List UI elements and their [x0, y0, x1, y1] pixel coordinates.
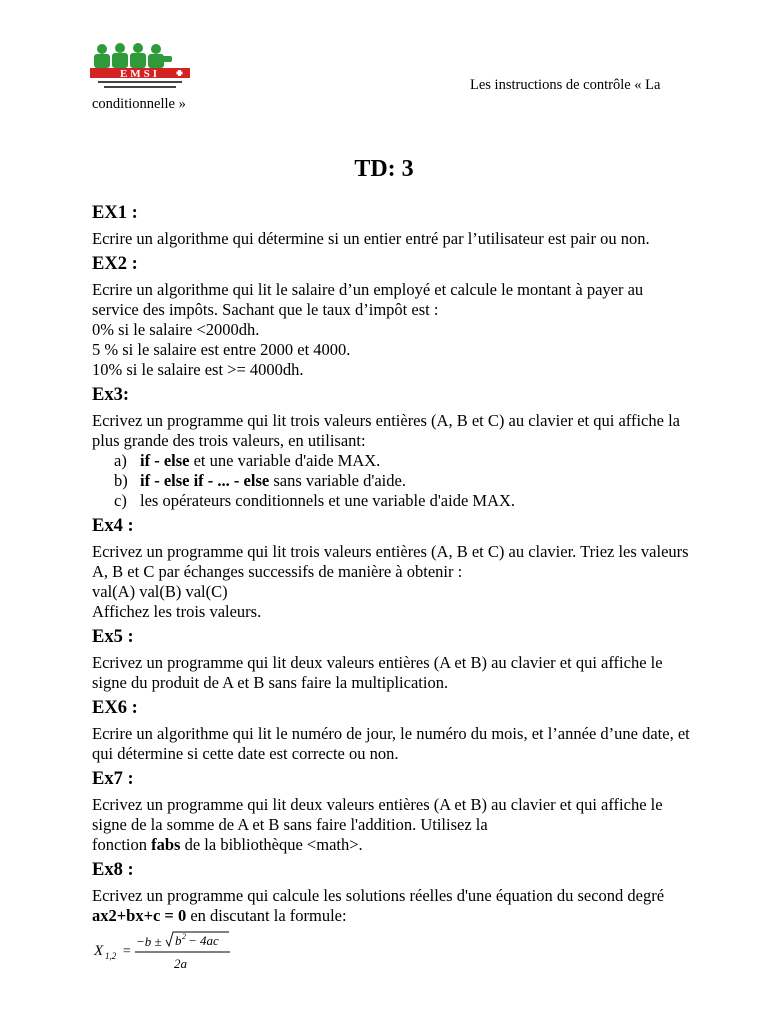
exercise-text: Ecrivez un programme qui lit trois valeurs entières (A, B et C) au clavier. Triez les valeurs A, B et C par échanges successifs de manière à obtenir :	[92, 542, 689, 581]
option-list	[114, 451, 692, 511]
formula-radicand: b	[175, 933, 182, 948]
text-run: en discutant la formule:	[186, 906, 347, 925]
formula-exponent: 2	[182, 932, 186, 941]
formula-denominator: 2a	[174, 956, 187, 971]
equation: ax2+bx+c = 0	[92, 906, 187, 925]
exercise-heading: EX1 :	[92, 203, 138, 223]
function-name: fabs	[151, 835, 181, 854]
exercise-text: Ecrire un algorithme qui détermine si un entier entré par l’utilisateur est pair ou non.	[92, 229, 650, 248]
exercise-heading: Ex4 :	[92, 516, 134, 536]
option-text: les opérateurs conditionnels et une variable d'aide MAX.	[140, 491, 516, 510]
exercise-text: Ecrire un algorithme qui lit le salaire d’un employé et calcule le montant à payer au service des impôts. Sachant que le taux d’impôt est :	[92, 280, 644, 319]
option-item	[114, 471, 692, 491]
exercise-text: 5 % si le salaire est entre 2000 et 4000.	[92, 340, 351, 359]
option-text: sans variable d'aide.	[269, 471, 406, 490]
exercise-text: Ecrivez un programme qui lit deux valeurs entières (A et B) au clavier et qui affiche le signe du produit de A et B sans faire la multiplication.	[92, 653, 663, 692]
exercise-heading: Ex8 :	[92, 860, 134, 880]
exercise-8	[92, 859, 692, 974]
exercise-text	[92, 886, 692, 926]
exercise-text: Ecrivez un programme qui lit deux valeurs entières (A et B) au clavier et qui affiche le signe de la somme de A et B sans faire l'addition. Utilisez la	[92, 795, 663, 834]
text-run: de la bibliothèque <math>.	[180, 835, 363, 854]
exercise-6	[92, 697, 692, 764]
doc-subject-header: Les instructions de contrôle « La conditionnelle »	[92, 77, 661, 112]
exercise-3	[92, 384, 692, 511]
exercise-4	[92, 515, 692, 622]
text-run: Ecrivez un programme qui calcule les solutions réelles d'une équation du second degré	[92, 886, 665, 905]
formula-subscript: 1,2	[105, 951, 117, 961]
formula-lhs: X	[94, 943, 104, 959]
page-title: TD: 3	[354, 156, 414, 182]
exercise-heading: EX6 :	[92, 698, 138, 718]
option-marker: c)	[114, 491, 127, 510]
exercise-heading: EX2 :	[92, 254, 138, 274]
option-item	[114, 451, 692, 471]
exercise-text: 0% si le salaire <2000dh.	[92, 320, 260, 339]
option-item	[114, 491, 692, 511]
exercise-text: 10% si le salaire est >= 4000dh.	[92, 360, 304, 379]
option-keyword: if - else if - ... - else	[140, 471, 270, 490]
exercise-1	[92, 202, 692, 249]
option-keyword: if - else	[140, 451, 190, 470]
exercise-heading: Ex3:	[92, 385, 129, 405]
exercise-5	[92, 626, 692, 693]
exercise-heading: Ex5 :	[92, 627, 134, 647]
exercise-text: val(A) val(B) val(C)	[92, 582, 228, 601]
text-run: fonction	[92, 835, 152, 854]
formula-radicand-rest: − 4ac	[188, 933, 219, 948]
exercise-text: Ecrivez un programme qui lit trois valeurs entières (A, B et C) au clavier et qui affiche la plus grande des trois valeurs, en utilisant:	[92, 411, 680, 450]
exercise-heading: Ex7 :	[92, 769, 134, 789]
formula-numerator: −b ±	[136, 934, 162, 949]
option-marker: b)	[114, 471, 128, 490]
exercise-text	[92, 835, 692, 855]
logo-text: EMSI	[119, 68, 161, 80]
option-text: et une variable d'aide MAX.	[189, 451, 381, 470]
exercise-text: Ecrire un algorithme qui lit le numéro de jour, le numéro du mois, et l’année d’une date, et qui détermine si cette date est correcte ou non.	[92, 724, 690, 763]
formula-graphic	[92, 930, 242, 974]
exercise-text: Affichez les trois valeurs.	[92, 602, 262, 621]
exercise-2	[92, 253, 692, 380]
exercise-list	[92, 202, 692, 978]
formula-equals: =	[122, 944, 132, 959]
quadratic-formula	[92, 930, 692, 974]
exercise-7	[92, 768, 692, 855]
option-marker: a)	[114, 451, 127, 470]
